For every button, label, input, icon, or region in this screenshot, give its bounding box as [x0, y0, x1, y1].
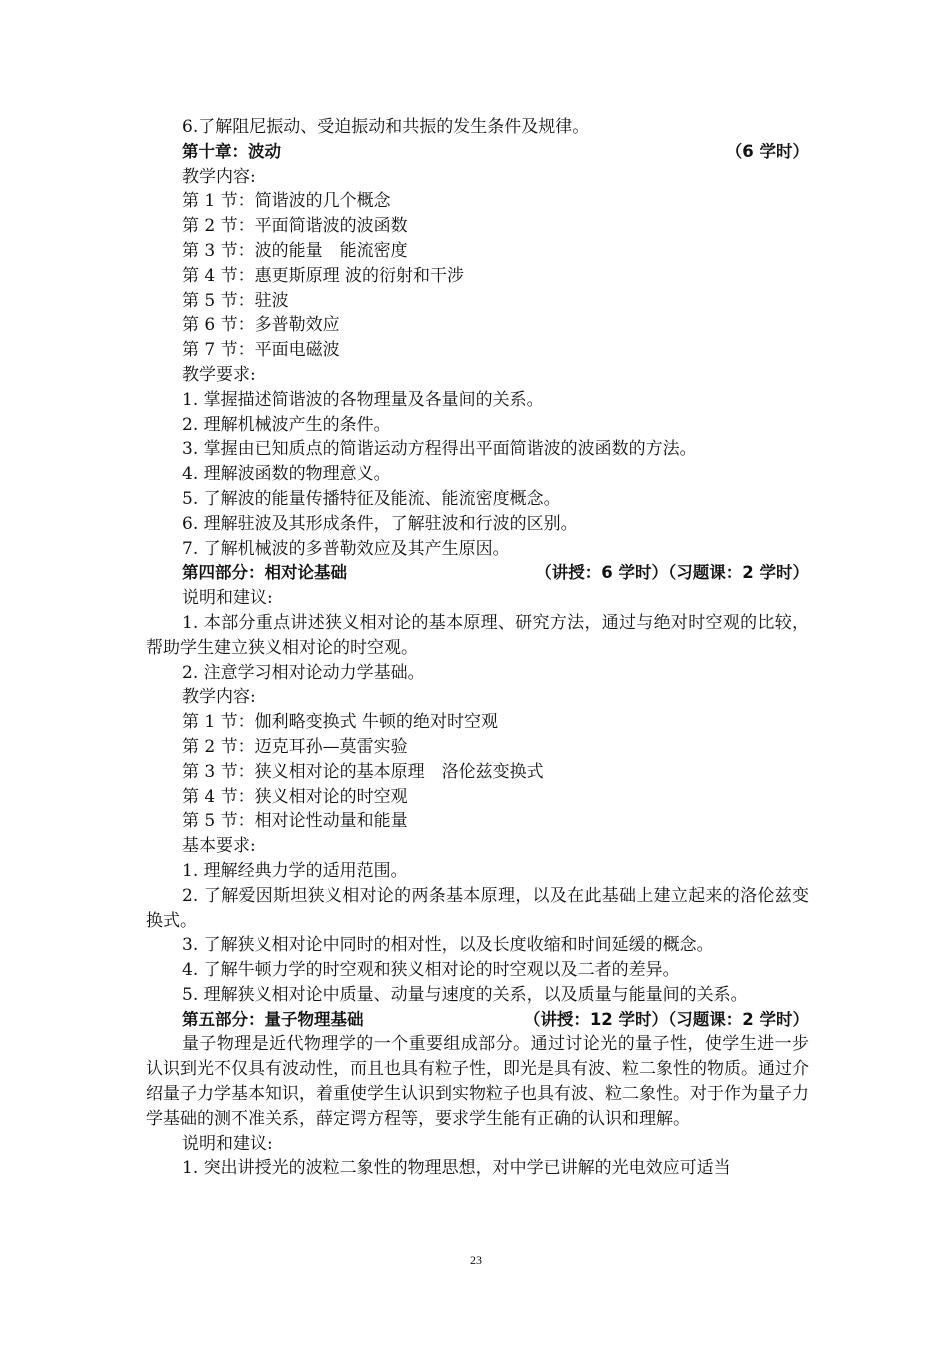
part-5-hours: （讲授：12 学时）（习题课：2 学时） — [523, 1009, 809, 1029]
part-4-title: 第四部分：相对论基础 — [182, 563, 347, 583]
section-item: 第 1 节：简谐波的几个概念 — [182, 191, 391, 212]
notes-label: 说明和建议: — [182, 1133, 273, 1154]
objective-line: 6.了解阻尼振动、受迫振动和共振的发生条件及规律。 — [182, 117, 590, 137]
requirement-item: 1. 理解经典力学的适用范围。 — [182, 860, 408, 881]
requirements-label: 教学要求: — [182, 364, 256, 385]
part-5-title: 第五部分：量子物理基础 — [182, 1009, 364, 1029]
note-paragraph: 1. 本部分重点讲述狭义相对论的基本原理、研究方法，通过与绝对时空观的比较，帮助学生建立狭义相对论的时空观。 — [146, 612, 809, 658]
requirement-item: 3. 了解狭义相对论中同时的相对性，以及长度收缩和时间延缓的概念。 — [182, 935, 714, 956]
part-5-heading — [146, 1008, 809, 1033]
requirement-item: 4. 了解牛顿力学的时空观和狭义相对论的时空观以及二者的差异。 — [182, 960, 680, 981]
section-item: 第 5 节：相对论性动量和能量 — [182, 811, 408, 832]
intro-paragraph: 量子物理是近代物理学的一个重要组成部分。通过讨论光的量子性，使学生进一步认识到光不仅具有波动性，而且也具有粒子性，即光是具有波、粒二象性的物质。通过介绍量子力学基本知识，着重使学生认识到实物粒子也具有波、粒二象性。对于作为量子力学基础的测不准关系，薛定谔方程等，要求学生能有正确的认识和理解。 — [146, 1034, 809, 1129]
requirement-item: 1. 掌握描述简谐波的各物理量及各量间的关系。 — [182, 389, 544, 410]
requirement-item: 5. 理解狭义相对论中质量、动量与速度的关系，以及质量与能量间的关系。 — [182, 984, 748, 1005]
requirement-item: 4. 理解波函数的物理意义。 — [182, 464, 391, 485]
part-4-heading — [146, 561, 809, 586]
section-item: 第 4 节：惠更斯原理 波的衍射和干涉 — [182, 265, 465, 286]
section-item: 第 2 节：迈克耳孙—莫雷实验 — [182, 736, 408, 757]
section-item: 第 3 节：波的能量 能流密度 — [182, 240, 408, 261]
chapter-10-heading — [146, 140, 809, 165]
requirement-item: 6. 理解驻波及其形成条件，了解驻波和行波的区别。 — [182, 513, 578, 534]
part-4-hours: （讲授：6 学时）（习题课：2 学时） — [535, 563, 809, 583]
note-item: 2. 注意学习相对论动力学基础。 — [182, 662, 425, 683]
document-page — [146, 115, 809, 1181]
section-item: 第 5 节：驻波 — [182, 290, 289, 311]
requirement-item: 3. 掌握由已知质点的简谐运动方程得出平面简谐波的波函数的方法。 — [182, 439, 697, 460]
section-item: 第 3 节：狭义相对论的基本原理 洛伦兹变换式 — [182, 761, 544, 782]
requirement-item: 7. 了解机械波的多普勒效应及其产生原因。 — [182, 538, 510, 559]
section-item: 第 7 节：平面电磁波 — [182, 340, 340, 361]
section-item: 第 6 节：多普勒效应 — [182, 315, 340, 336]
requirement-paragraph: 2. 了解爱因斯坦狭义相对论的两条基本原理，以及在此基础上建立起来的洛伦兹变换式。 — [146, 885, 809, 931]
section-item: 第 1 节：伽利略变换式 牛顿的绝对时空观 — [182, 712, 499, 733]
requirement-item: 5. 了解波的能量传播特征及能流、能流密度概念。 — [182, 488, 561, 509]
requirements-label: 基本要求: — [182, 836, 256, 857]
requirement-item: 2. 理解机械波产生的条件。 — [182, 414, 391, 435]
notes-label: 说明和建议: — [182, 588, 273, 609]
chapter-10-hours: （6 学时） — [725, 141, 809, 161]
note-item: 1. 突出讲授光的波粒二象性的物理思想，对中学已讲解的光电效应可适当 — [182, 1158, 731, 1179]
section-item: 第 2 节：平面简谐波的波函数 — [182, 216, 408, 237]
page-number: 23 — [470, 1253, 482, 1267]
content-label: 教学内容: — [182, 687, 256, 708]
chapter-10-title: 第十章：波动 — [182, 141, 281, 161]
section-item: 第 4 节：狭义相对论的时空观 — [182, 786, 408, 807]
content-label: 教学内容: — [182, 166, 256, 187]
